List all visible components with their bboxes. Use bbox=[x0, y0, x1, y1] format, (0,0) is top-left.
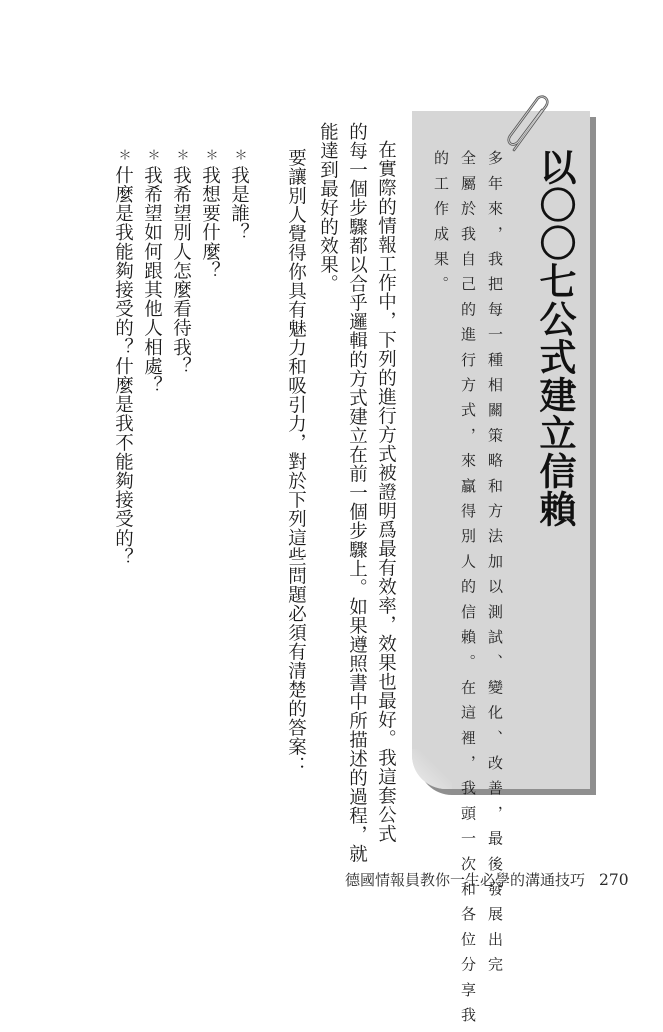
bullet-mark: ＊ bbox=[231, 148, 247, 162]
paperclip-icon bbox=[500, 92, 560, 156]
body-paragraph-line: 能達到最好的效果。 bbox=[317, 122, 339, 293]
list-item bbox=[200, 148, 219, 280]
list-item-text: 我是誰？ bbox=[228, 165, 250, 243]
sidebar-intro-line: 多年來，我把每一種相關策略和方法加以測試、變化、改善，最後發展出完 bbox=[486, 150, 504, 982]
page-number: 270 bbox=[599, 871, 629, 889]
list-item-text: 我希望別人怎麼看待我？ bbox=[170, 165, 192, 376]
bullet-mark: ＊ bbox=[144, 148, 160, 162]
bullet-mark: ＊ bbox=[173, 148, 189, 162]
sidebar-title: 以〇〇七公式建立信賴 bbox=[533, 148, 576, 528]
bullet-mark: ＊ bbox=[115, 148, 131, 162]
list-item-text: 我想要什麼？ bbox=[199, 165, 221, 281]
list-item-text: 我希望如何跟其他人相處？ bbox=[141, 165, 163, 395]
page-footer bbox=[345, 869, 629, 890]
list-item-text: 什麼是我能夠接受的？什麼是我不能夠接受的？ bbox=[112, 165, 134, 567]
body-paragraph-line: 要讓別人覺得你具有魅力和吸引力，對於下列這些問題必須有清楚的答案： bbox=[285, 148, 307, 775]
sidebar-intro-line: 的工作成果。 bbox=[432, 150, 450, 302]
list-item bbox=[113, 148, 132, 567]
bullet-mark: ＊ bbox=[202, 148, 218, 162]
list-item bbox=[142, 148, 161, 395]
body-paragraph-line: 的每一個步驟都以合乎邏輯的方式建立在前一個步驟上。如果遵照書中所描述的過程，就 bbox=[346, 122, 368, 863]
list-item bbox=[229, 148, 248, 242]
body-paragraph-line: 在實際的情報工作中，下列的進行方式被證明爲最有效率，效果也最好。我這套公式 bbox=[375, 140, 397, 843]
book-title: 德國情報員教你一生必學的溝通技巧 bbox=[345, 871, 586, 889]
sidebar-intro-line: 全屬於我自己的進行方式，來贏得別人的信賴。在這裡，我頭一次和各位分享我 bbox=[459, 150, 477, 1032]
list-item bbox=[171, 148, 190, 376]
